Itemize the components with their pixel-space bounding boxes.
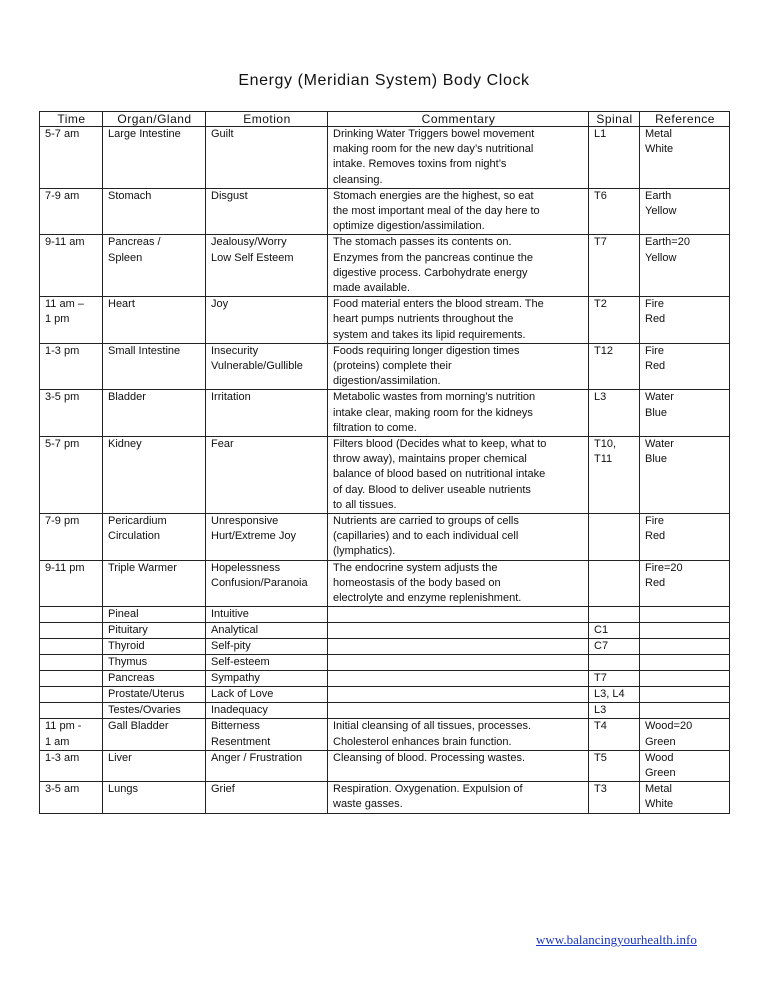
emotion-cell: Disgust [206, 188, 328, 235]
emotion-cell: Joy [206, 297, 328, 344]
spinal-cell: T3 [589, 782, 640, 813]
reference-cell: Metal White [640, 782, 730, 813]
emotion-cell: Analytical [206, 623, 328, 639]
spinal-cell [589, 607, 640, 623]
organ-cell: Prostate/Uterus [103, 687, 206, 703]
time-cell: 5-7 am [40, 127, 103, 189]
time-cell [40, 623, 103, 639]
spinal-cell: T7 [589, 671, 640, 687]
commentary-cell: Cleansing of blood. Processing wastes. [328, 750, 589, 781]
commentary-cell [328, 703, 589, 719]
time-cell [40, 671, 103, 687]
table-row [40, 671, 730, 687]
table-row [40, 782, 730, 813]
commentary-cell: Nutrients are carried to groups of cells (capillaries) and to each individual cell (lymphatics). [328, 514, 589, 561]
emotion-cell: Unresponsive Hurt/Extreme Joy [206, 514, 328, 561]
reference-cell [640, 687, 730, 703]
time-cell [40, 639, 103, 655]
emotion-cell: Grief [206, 782, 328, 813]
header-emotion: Emotion [206, 112, 328, 127]
footer-link[interactable]: www.balancingyourhealth.info [536, 932, 697, 947]
header-reference: Reference [640, 112, 730, 127]
reference-cell: Earth Yellow [640, 188, 730, 235]
spinal-cell [589, 514, 640, 561]
reference-cell: Fire Red [640, 514, 730, 561]
table-row [40, 623, 730, 639]
time-cell: 11 pm - 1 am [40, 719, 103, 750]
reference-cell: Water Blue [640, 390, 730, 437]
emotion-cell: Self-pity [206, 639, 328, 655]
table-row [40, 560, 730, 607]
emotion-cell: Irritation [206, 390, 328, 437]
emotion-cell: Self-esteem [206, 655, 328, 671]
header-spinal: Spinal [589, 112, 640, 127]
table-row [40, 188, 730, 235]
time-cell: 11 am – 1 pm [40, 297, 103, 344]
organ-cell: Kidney [103, 437, 206, 514]
reference-cell [640, 671, 730, 687]
spinal-cell: T12 [589, 343, 640, 390]
organ-cell: Testes/Ovaries [103, 703, 206, 719]
commentary-cell: Food material enters the blood stream. The heart pumps nutrients throughout the system and takes its lipid requirements. [328, 297, 589, 344]
header-time: Time [40, 112, 103, 127]
table-row [40, 297, 730, 344]
commentary-cell: Stomach energies are the highest, so eat the most important meal of the day here to optimize digestion/assimilation. [328, 188, 589, 235]
table-row [40, 390, 730, 437]
table-row [40, 514, 730, 561]
reference-cell: Wood=20 Green [640, 719, 730, 750]
commentary-cell [328, 655, 589, 671]
table-body [40, 127, 730, 814]
commentary-cell [328, 607, 589, 623]
commentary-cell [328, 671, 589, 687]
spinal-cell [589, 655, 640, 671]
table-row [40, 703, 730, 719]
table-row [40, 639, 730, 655]
organ-cell: Pituitary [103, 623, 206, 639]
organ-cell: Small Intestine [103, 343, 206, 390]
commentary-cell: Initial cleansing of all tissues, processes. Cholesterol enhances brain function. [328, 719, 589, 750]
body-clock-table [39, 111, 730, 814]
table-row [40, 437, 730, 514]
organ-cell: Pancreas / Spleen [103, 235, 206, 297]
emotion-cell: Sympathy [206, 671, 328, 687]
time-cell: 9-11 am [40, 235, 103, 297]
organ-cell: Pancreas [103, 671, 206, 687]
commentary-cell: Metabolic wastes from morning’s nutrition intake clear, making room for the kidneys filtration to come. [328, 390, 589, 437]
spinal-cell: T10, T11 [589, 437, 640, 514]
organ-cell: Stomach [103, 188, 206, 235]
reference-cell: Wood Green [640, 750, 730, 781]
table-row [40, 607, 730, 623]
spinal-cell: L3 [589, 703, 640, 719]
time-cell: 1-3 am [40, 750, 103, 781]
commentary-cell [328, 623, 589, 639]
organ-cell: Lungs [103, 782, 206, 813]
spinal-cell: T2 [589, 297, 640, 344]
commentary-cell: Respiration. Oxygenation. Expulsion of waste gasses. [328, 782, 589, 813]
header-commentary: Commentary [328, 112, 589, 127]
emotion-cell: Lack of Love [206, 687, 328, 703]
spinal-cell: T5 [589, 750, 640, 781]
header-organ-gland: Organ/Gland [103, 112, 206, 127]
spinal-cell: T4 [589, 719, 640, 750]
time-cell: 5-7 pm [40, 437, 103, 514]
organ-cell: Gall Bladder [103, 719, 206, 750]
organ-cell: Bladder [103, 390, 206, 437]
page-title: Energy (Meridian System) Body Clock [238, 72, 530, 89]
emotion-cell: Guilt [206, 127, 328, 189]
time-cell [40, 687, 103, 703]
table-row [40, 655, 730, 671]
commentary-cell: Drinking Water Triggers bowel movement making room for the new day’s nutritional intake. Removes toxins from night’s cleansing. [328, 127, 589, 189]
organ-cell: Thyroid [103, 639, 206, 655]
time-cell: 7-9 am [40, 188, 103, 235]
spinal-cell: L3, L4 [589, 687, 640, 703]
organ-cell: Thymus [103, 655, 206, 671]
emotion-cell: Inadequacy [206, 703, 328, 719]
commentary-cell: Foods requiring longer digestion times (proteins) complete their digestion/assimilation. [328, 343, 589, 390]
table-row [40, 719, 730, 750]
reference-cell: Fire Red [640, 297, 730, 344]
time-cell [40, 655, 103, 671]
spinal-cell [589, 560, 640, 607]
emotion-cell: Fear [206, 437, 328, 514]
organ-cell: Pericardium Circulation [103, 514, 206, 561]
table-header-row [40, 112, 730, 127]
spinal-cell: L3 [589, 390, 640, 437]
emotion-cell: Bitterness Resentment [206, 719, 328, 750]
spinal-cell: C7 [589, 639, 640, 655]
reference-cell [640, 703, 730, 719]
organ-cell: Heart [103, 297, 206, 344]
spinal-cell: T6 [589, 188, 640, 235]
table-row [40, 687, 730, 703]
reference-cell [640, 623, 730, 639]
time-cell [40, 703, 103, 719]
organ-cell: Triple Warmer [103, 560, 206, 607]
reference-cell [640, 655, 730, 671]
time-cell: 3-5 pm [40, 390, 103, 437]
table-row [40, 235, 730, 297]
time-cell [40, 607, 103, 623]
organ-cell: Liver [103, 750, 206, 781]
reference-cell: Earth=20 Yellow [640, 235, 730, 297]
table-row [40, 343, 730, 390]
emotion-cell: Anger / Frustration [206, 750, 328, 781]
table-row [40, 127, 730, 189]
time-cell: 9-11 pm [40, 560, 103, 607]
reference-cell [640, 639, 730, 655]
time-cell: 7-9 pm [40, 514, 103, 561]
time-cell: 3-5 am [40, 782, 103, 813]
emotion-cell: Intuitive [206, 607, 328, 623]
time-cell: 1-3 pm [40, 343, 103, 390]
emotion-cell: Hopelessness Confusion/Paranoia [206, 560, 328, 607]
commentary-cell: The stomach passes its contents on. Enzymes from the pancreas continue the digestive process. Carbohydrate energy made available. [328, 235, 589, 297]
organ-cell: Large Intestine [103, 127, 206, 189]
table-row [40, 750, 730, 781]
spinal-cell: C1 [589, 623, 640, 639]
organ-cell: Pineal [103, 607, 206, 623]
commentary-cell [328, 639, 589, 655]
commentary-cell [328, 687, 589, 703]
reference-cell: Metal White [640, 127, 730, 189]
emotion-cell: Insecurity Vulnerable/Gullible [206, 343, 328, 390]
reference-cell [640, 607, 730, 623]
commentary-cell: The endocrine system adjusts the homeostasis of the body based on electrolyte and enzyme replenishment. [328, 560, 589, 607]
emotion-cell: Jealousy/Worry Low Self Esteem [206, 235, 328, 297]
commentary-cell: Filters blood (Decides what to keep, what to throw away), maintains proper chemical balance of blood based on nutritional intake of day. Blood to deliver useable nutrients to all tissues. [328, 437, 589, 514]
reference-cell: Fire=20 Red [640, 560, 730, 607]
spinal-cell: T7 [589, 235, 640, 297]
reference-cell: Water Blue [640, 437, 730, 514]
reference-cell: Fire Red [640, 343, 730, 390]
spinal-cell: L1 [589, 127, 640, 189]
